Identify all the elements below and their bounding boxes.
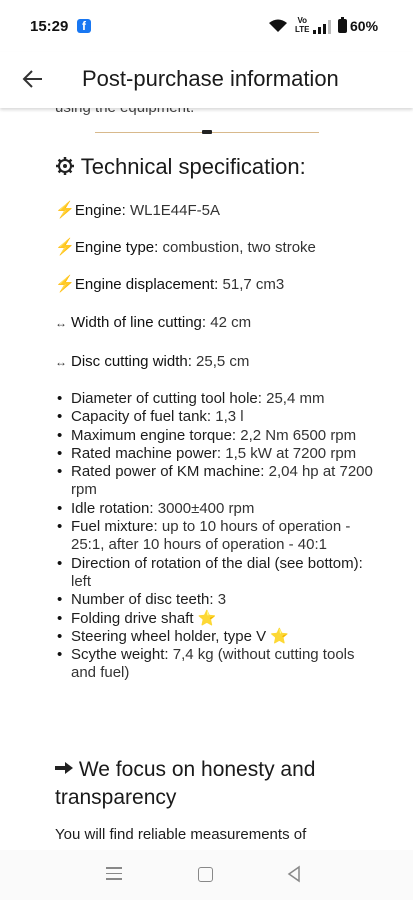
nav-back-icon[interactable] [287,866,301,882]
spec-list [0,390,413,683]
page-title: Post-purchase information [82,66,339,91]
lightning-icon: ⚡ [55,202,75,219]
disc-cutting-width-line: ↔ Disc cutting width: 25,5 cm [55,353,250,370]
technical-spec-heading: Technical specification: [55,154,306,180]
list-item: • Rated machine power: 1,5 kW at 7200 rpm [0,445,413,463]
list-item: • Idle rotation: 3000±400 rpm [0,500,413,518]
volte-icon: Vo LTE [295,16,310,34]
battery-level: 60% [350,18,379,34]
app-bar [0,52,413,108]
divider-ornament [202,130,212,134]
gear-icon [55,156,75,176]
reliable-measurements-text: You will find reliable measurements of [55,826,307,843]
list-item: • Steering wheel holder, type V ⭐ [0,628,413,646]
back-arrow-icon[interactable] [20,66,46,92]
list-item: • Scythe weight: 7,4 kg (without cutting tools and fuel) [0,646,413,683]
facebook-icon: f [77,19,91,33]
list-item: • Number of disc teeth: 3 [0,591,413,609]
list-item: • Capacity of fuel tank: 1,3 l [0,408,413,426]
honesty-heading: We focus on honesty and transparency [55,758,316,809]
status-time: 15:29 [30,18,69,35]
engine-type-line: ⚡Engine type: combustion, two stroke [55,239,316,256]
article-content[interactable] [0,108,413,850]
system-nav-bar [0,850,413,900]
list-item: • Direction of rotation of the dial (see bottom): left [0,555,413,592]
battery-icon [338,19,347,33]
status-bar [0,0,413,52]
list-item: • Rated power of KM machine: 2,04 hp at 7200 rpm [0,463,413,500]
star-icon: ⭐ [266,627,289,645]
left-right-arrow-icon: ↔ [55,355,67,369]
recent-apps-icon[interactable] [106,867,122,884]
home-icon[interactable] [198,867,213,882]
left-right-arrow-icon: ↔ [55,316,67,330]
lightning-icon: ⚡ [55,239,75,256]
engine-line: ⚡Engine: WL1E44F-5A [55,202,221,219]
wifi-icon [268,18,288,34]
line-cutting-width-line: ↔ Width of line cutting: 42 cm [55,314,252,331]
lightning-icon: ⚡ [55,276,75,293]
list-item: • Diameter of cutting tool hole: 25,4 mm [0,390,413,408]
signal-icon [313,20,331,34]
list-item: • Folding drive shaft ⭐ [0,610,413,628]
list-item: • Fuel mixture: up to 10 hours of operation - 25:1, after 10 hours of operation - 40:1 [0,518,413,555]
list-item: • Maximum engine torque: 2,2 Nm 6500 rpm [0,427,413,445]
star-icon: ⭐ [193,609,217,627]
pointer-arrow-icon [55,762,73,774]
engine-displacement-line: ⚡Engine displacement: 51,7 cm3 [55,276,285,293]
